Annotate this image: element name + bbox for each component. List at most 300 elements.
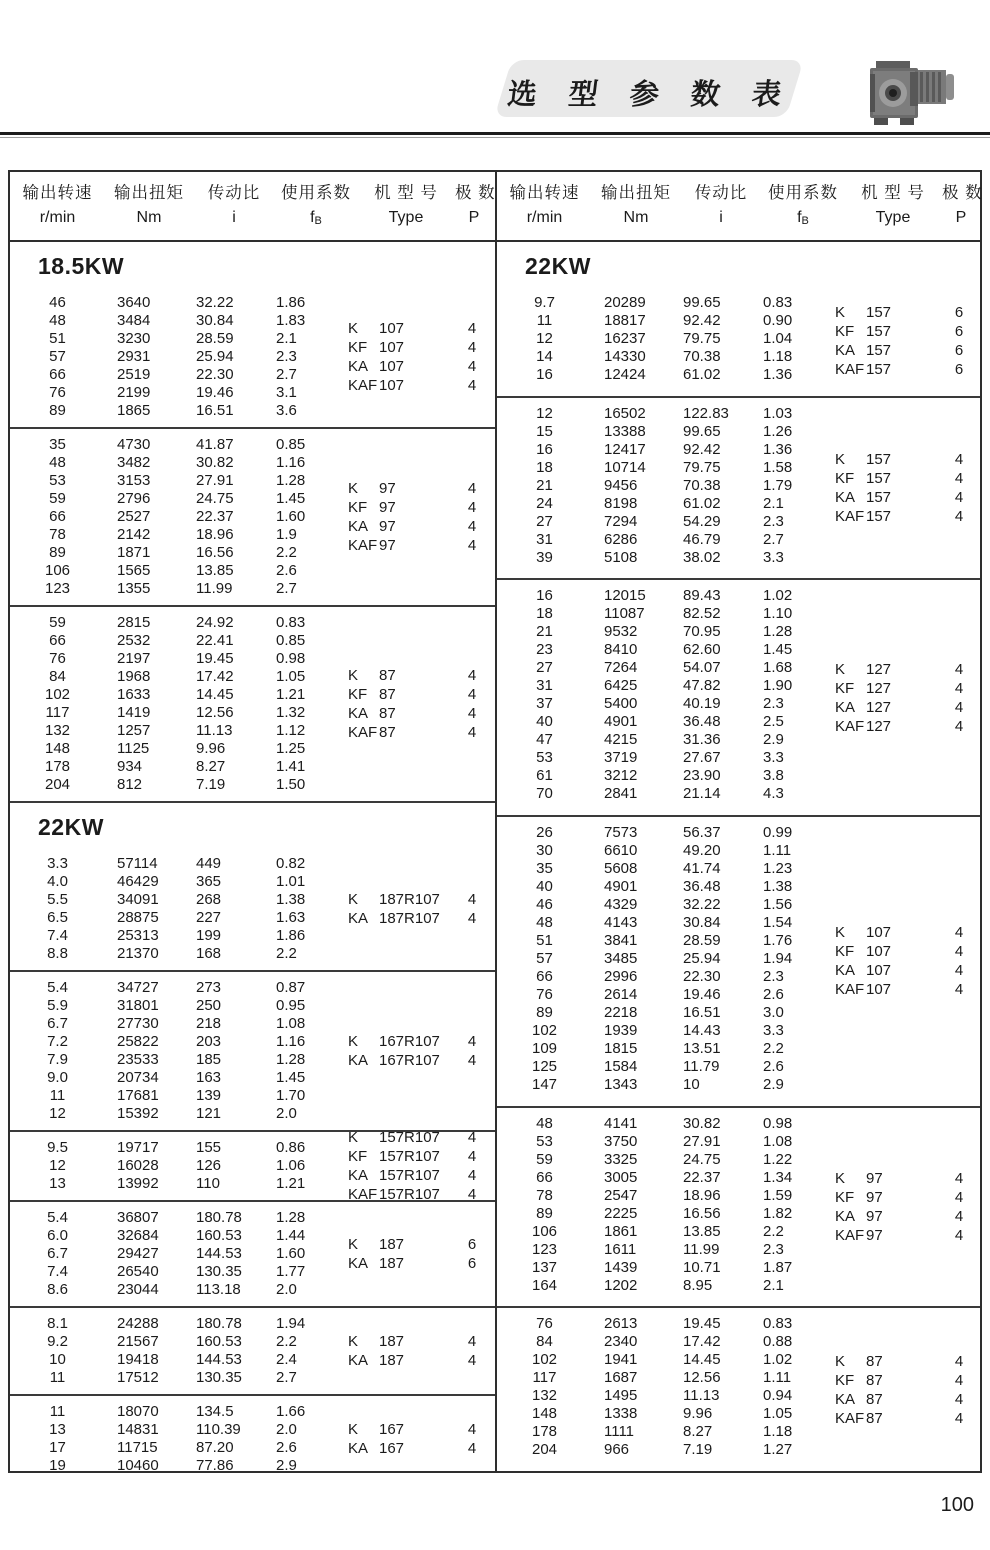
table-row [497,1076,980,1094]
cell-nm: 1633 [117,686,151,703]
model-cell [348,1235,454,1254]
cell-rpm: 3.3 [47,855,68,872]
table-row [497,860,980,878]
cell-fb: 1.79 [763,476,793,494]
cell-fb: 0.83 [276,614,306,631]
poles-cell: 4 [467,724,477,741]
column-header [497,181,592,232]
cell-rpm: 5.9 [47,997,68,1014]
model-size: 107 [866,981,892,999]
cell-i: 8.27 [196,758,226,775]
model-series: KAF [348,1186,378,1203]
model-series: KF [348,686,368,703]
type-row [835,488,977,507]
model-size: 167 [379,1440,405,1457]
cell-fb: 1.21 [276,1175,306,1192]
cell-i: 180.78 [196,1209,242,1226]
cell-fb: 3.8 [763,767,784,785]
model-cell [348,1166,454,1185]
type-row [348,1147,490,1166]
cell-rpm: 46 [536,896,553,914]
cell-fb: 0.86 [276,1139,306,1156]
cell-i: 61.02 [683,494,721,512]
cell-rpm: 12 [536,330,553,347]
cell-nm: 29427 [117,1245,159,1262]
model-cell [348,1032,454,1051]
poles-cell: 4 [467,1440,477,1457]
cell-rpm: 27 [536,512,553,530]
model-cell [835,1371,941,1390]
poles-cell: 4 [467,891,477,908]
cell-fb: 1.76 [763,932,793,950]
cell-i: 227 [196,909,222,926]
model-cell [835,660,941,679]
cell-rpm: 59 [49,614,66,631]
type-list [348,479,490,555]
table-row [497,767,980,785]
cell-fb: 1.63 [276,909,306,926]
cell-i: 16.56 [196,544,234,561]
type-row [835,303,977,322]
cell-fb: 3.0 [763,1004,784,1022]
model-series: KA [835,962,856,980]
cell-rpm: 204 [531,1441,558,1459]
cell-rpm: 19 [49,1457,66,1471]
model-series: K [348,667,359,684]
cell-rpm: 27 [536,659,553,677]
model-size: 187 [379,1333,405,1350]
cell-i: 11.79 [683,1058,720,1076]
cell-nm: 2841 [604,785,638,803]
cell-fb: 2.9 [276,1457,297,1471]
cell-fb: 0.95 [276,997,306,1014]
cell-rpm: 11 [536,312,553,329]
cell-rpm: 10 [49,1351,66,1368]
cell-i: 11.99 [683,1240,720,1258]
cell-rpm: 4.0 [47,873,68,890]
cell-fb: 1.82 [763,1204,793,1222]
cell-rpm: 15 [536,422,553,440]
cell-rpm: 78 [536,1186,553,1204]
cell-nm: 9456 [604,476,638,494]
table-column-right [495,242,980,1471]
model-series: KA [348,1440,369,1457]
cell-i: 99.65 [683,422,721,440]
model-size: 167R107 [379,1033,440,1050]
type-row [348,909,490,928]
cell-fb: 1.77 [276,1263,306,1280]
cell-i: 19.45 [196,650,234,667]
cell-rpm: 66 [49,366,66,383]
model-cell [835,507,941,526]
cell-i: 13.51 [683,1040,721,1058]
poles-cell: 4 [467,499,477,516]
data-block [10,1129,495,1203]
model-cell [348,685,454,704]
table-row [497,641,980,659]
cell-nm: 4329 [604,896,638,914]
cell-fb: 1.38 [763,878,793,896]
table-row [497,1133,980,1151]
cell-fb: 1.16 [276,454,306,471]
model-size: 87 [866,1409,883,1427]
table-row [497,1040,980,1058]
cell-rpm: 17 [49,1439,66,1456]
cell-rpm: 40 [536,878,553,896]
cell-fb: 1.60 [276,1245,306,1262]
data-block [10,1394,495,1471]
type-row [835,1207,977,1226]
cell-rpm: 59 [536,1150,553,1168]
cell-i: 8.27 [683,1423,713,1441]
type-row [835,698,977,717]
cell-i: 7.19 [683,1441,713,1459]
cell-rpm: 53 [536,749,553,767]
table-row [497,531,980,549]
cell-i: 8.95 [683,1276,713,1294]
cell-rpm: 21 [536,476,553,494]
cell-nm: 2197 [117,650,151,667]
data-block [497,287,980,396]
model-size: 87 [379,705,396,722]
cell-nm: 31801 [117,997,159,1014]
cell-nm: 2340 [604,1333,638,1351]
cell-fb: 2.2 [276,945,297,962]
model-series: KA [348,1352,369,1369]
cell-nm: 4901 [604,713,638,731]
cell-rpm: 12 [536,404,553,422]
type-row [835,450,977,469]
poles-cell: 4 [467,377,477,394]
cell-rpm: 18 [536,458,553,476]
model-size: 107 [379,377,405,394]
cell-fb: 1.28 [276,472,306,489]
cell-rpm: 13 [49,1175,66,1192]
cell-i: 30.82 [196,454,234,471]
subscript-b: B [314,215,322,227]
model-series: KA [348,518,369,535]
model-size: 187R107 [379,910,440,927]
cell-fb: 1.45 [276,490,306,507]
model-series: K [348,320,359,337]
cell-nm: 3485 [604,950,638,968]
table-row [497,623,980,641]
cell-fb: 1.23 [763,860,793,878]
cell-rpm: 123 [531,1240,558,1258]
cell-i: 17.42 [196,668,234,685]
column-header [762,181,844,232]
cell-rpm: 7.9 [47,1051,68,1068]
cell-fb: 2.2 [276,1333,297,1350]
cell-nm: 2527 [117,508,151,525]
cell-i: 139 [196,1087,222,1104]
type-row [835,469,977,488]
table-row [497,1315,980,1333]
model-size: 97 [866,1189,883,1207]
type-list [348,319,490,395]
poles-cell: 4 [467,339,477,356]
cell-rpm: 8.8 [47,945,68,962]
cell-i: 134.5 [196,1403,234,1420]
column-header-cn: 极 数 [455,184,496,202]
poles-cell: 4 [467,1033,477,1050]
column-header [680,181,762,232]
data-block [497,396,980,579]
cell-nm: 1343 [604,1076,638,1094]
cell-rpm: 76 [49,384,66,401]
cell-rpm: 31 [536,677,553,695]
cell-i: 11.13 [683,1387,720,1405]
table-row [497,549,980,567]
cell-rpm: 11 [49,1087,66,1104]
cell-i: 79.75 [683,330,721,347]
cell-i: 24.75 [196,490,234,507]
cell-nm: 3750 [604,1132,638,1150]
cell-nm: 23533 [117,1051,159,1068]
model-series: K [835,1170,846,1188]
cell-fb: 1.44 [276,1227,306,1244]
type-row [835,1371,977,1390]
cell-i: 16.51 [683,1004,721,1022]
cell-nm: 13388 [604,422,646,440]
cell-i: 92.42 [683,440,721,458]
poles-cell: 4 [954,1371,964,1389]
cell-nm: 3640 [117,294,151,311]
column-header-cn: 输出扭矩 [601,184,671,202]
cell-nm: 15392 [117,1105,159,1122]
cell-nm: 1257 [117,722,151,739]
cell-i: 14.45 [196,686,234,703]
table-row [10,1403,495,1421]
type-row [348,1439,490,1458]
cell-i: 92.42 [683,312,721,329]
cell-nm: 4730 [117,436,151,453]
cell-i: 31.36 [683,731,721,749]
cell-i: 126 [196,1157,222,1174]
cell-nm: 7264 [604,659,638,677]
cell-nm: 1111 [604,1423,635,1441]
cell-fb: 2.1 [763,1276,784,1294]
model-size: 127 [866,660,892,678]
cell-rpm: 132 [44,722,71,739]
column-header-cn: 传动比 [207,184,261,202]
model-size: 87 [379,724,396,741]
type-row [348,357,490,376]
cell-i: 22.37 [196,508,234,525]
type-row [835,322,977,341]
cell-rpm: 23 [536,641,553,659]
cell-fb: 2.6 [763,986,784,1004]
poles-cell: 6 [467,1255,477,1272]
cell-i: 70.38 [683,348,721,365]
cell-nm: 11087 [604,605,645,623]
poles-cell: 4 [467,480,477,497]
cell-rpm: 66 [49,632,66,649]
model-size: 187 [379,1352,405,1369]
poles-cell: 4 [954,1227,964,1245]
table-row [10,873,495,891]
type-row [835,942,977,961]
cell-nm: 1968 [117,668,151,685]
model-size: 97 [866,1227,883,1245]
cell-fb: 2.3 [763,1240,784,1258]
cell-fb: 2.0 [276,1105,297,1122]
cell-fb: 2.2 [763,1222,784,1240]
cell-fb: 2.6 [276,1439,297,1456]
cell-rpm: 40 [536,713,553,731]
cell-rpm: 9.7 [534,294,555,311]
model-cell [348,479,454,498]
model-size: 127 [866,717,892,735]
cell-nm: 36807 [117,1209,159,1226]
type-list [348,1332,490,1370]
table-row [10,632,495,650]
type-row [348,1051,490,1070]
type-list [835,660,977,736]
cell-nm: 3212 [604,767,638,785]
model-size: 107 [379,320,405,337]
cell-rpm: 102 [531,1022,558,1040]
cell-nm: 2225 [604,1204,638,1222]
cell-i: 130.35 [196,1369,242,1386]
model-cell [348,1351,454,1370]
cell-fb: 1.60 [276,508,306,525]
cell-rpm: 70 [536,785,553,803]
type-list [835,1169,977,1245]
cell-nm: 34727 [117,979,159,996]
type-row [348,1254,490,1273]
model-cell [835,450,941,469]
model-size: 97 [866,1208,883,1226]
cell-rpm: 84 [536,1333,553,1351]
model-series: KA [835,342,856,360]
cell-nm: 4141 [604,1114,638,1132]
poles-cell: 4 [954,470,964,487]
cell-nm: 1584 [604,1058,638,1076]
table-row [10,1087,495,1105]
table-row [10,740,495,758]
type-list [348,1235,490,1273]
cell-rpm: 164 [531,1276,558,1294]
cell-rpm: 117 [45,704,70,721]
column-header-en: Type [875,209,911,226]
cell-fb: 2.1 [276,330,297,347]
cell-i: 185 [196,1051,222,1068]
cell-fb: 1.56 [763,896,793,914]
cell-rpm: 48 [536,914,553,932]
cell-nm: 6286 [604,530,638,548]
column-header [10,181,105,232]
cell-i: 77.86 [196,1457,234,1471]
table-header-half [10,172,495,240]
cell-i: 19.46 [196,384,234,401]
cell-fb: 1.70 [276,1087,306,1104]
cell-i: 144.53 [196,1245,242,1262]
column-header-cn: 传动比 [694,184,748,202]
cell-fb: 0.98 [763,1114,793,1132]
cell-rpm: 178 [531,1423,558,1441]
cell-i: 13.85 [196,562,234,579]
cell-rpm: 16 [536,366,553,383]
cell-fb: 1.83 [276,312,306,329]
cell-i: 218 [196,1015,222,1032]
cell-nm: 2796 [117,490,151,507]
cell-fb: 1.27 [763,1441,793,1459]
model-cell [835,1352,941,1371]
cell-fb: 1.50 [276,776,306,793]
cell-nm: 3230 [117,330,151,347]
model-cell [835,717,941,736]
cell-fb: 1.06 [276,1157,306,1174]
cell-rpm: 117 [532,1369,557,1387]
cell-fb: 3.1 [276,384,297,401]
model-size: 107 [866,962,892,980]
table-row [10,294,495,312]
cell-fb: 1.08 [763,1132,793,1150]
cell-i: 28.59 [683,932,721,950]
cell-rpm: 132 [531,1387,558,1405]
model-cell [835,488,941,507]
column-header-en: Nm [623,209,649,226]
type-row [348,723,490,742]
cell-nm: 2614 [604,986,638,1004]
type-list [348,1128,490,1204]
data-block [10,848,495,970]
cell-nm: 4215 [604,731,638,749]
column-header-en: i [719,209,723,226]
cell-fb: 0.82 [276,855,306,872]
model-size: 87 [379,686,396,703]
column-header [275,181,357,232]
cell-fb: 1.66 [276,1403,306,1420]
cell-i: 11.13 [196,722,233,739]
model-size: 157 [866,342,892,360]
cell-i: 87.20 [196,1439,234,1456]
cell-rpm: 14 [536,348,553,365]
cell-nm: 16502 [604,404,646,422]
table-row [10,855,495,873]
cell-i: 12.56 [196,704,234,721]
model-cell [835,1409,941,1428]
cell-nm: 8198 [604,494,638,512]
cell-nm: 4901 [604,878,638,896]
cell-fb: 1.05 [276,668,306,685]
cell-i: 79.75 [683,458,721,476]
poles-cell: 4 [954,660,964,678]
model-cell [348,1439,454,1458]
cell-fb: 2.7 [276,366,297,383]
model-size: 187 [379,1255,405,1272]
table-row [497,749,980,767]
table-row [10,1457,495,1471]
cell-nm: 18817 [604,312,646,329]
cell-nm: 21370 [117,945,159,962]
cell-rpm: 89 [49,402,66,419]
model-series: KF [348,499,368,516]
cell-i: 47.82 [683,677,721,695]
model-cell [348,498,454,517]
cell-fb: 1.25 [276,740,306,757]
column-header-en: P [468,209,480,226]
cell-i: 19.45 [683,1315,721,1333]
type-row [348,1032,490,1051]
cell-fb: 2.5 [763,713,784,731]
cell-i: 160.53 [196,1333,242,1350]
type-row [348,338,490,357]
cell-i: 122.83 [683,404,729,422]
cell-nm: 2613 [604,1315,638,1333]
cell-fb: 1.03 [763,404,793,422]
